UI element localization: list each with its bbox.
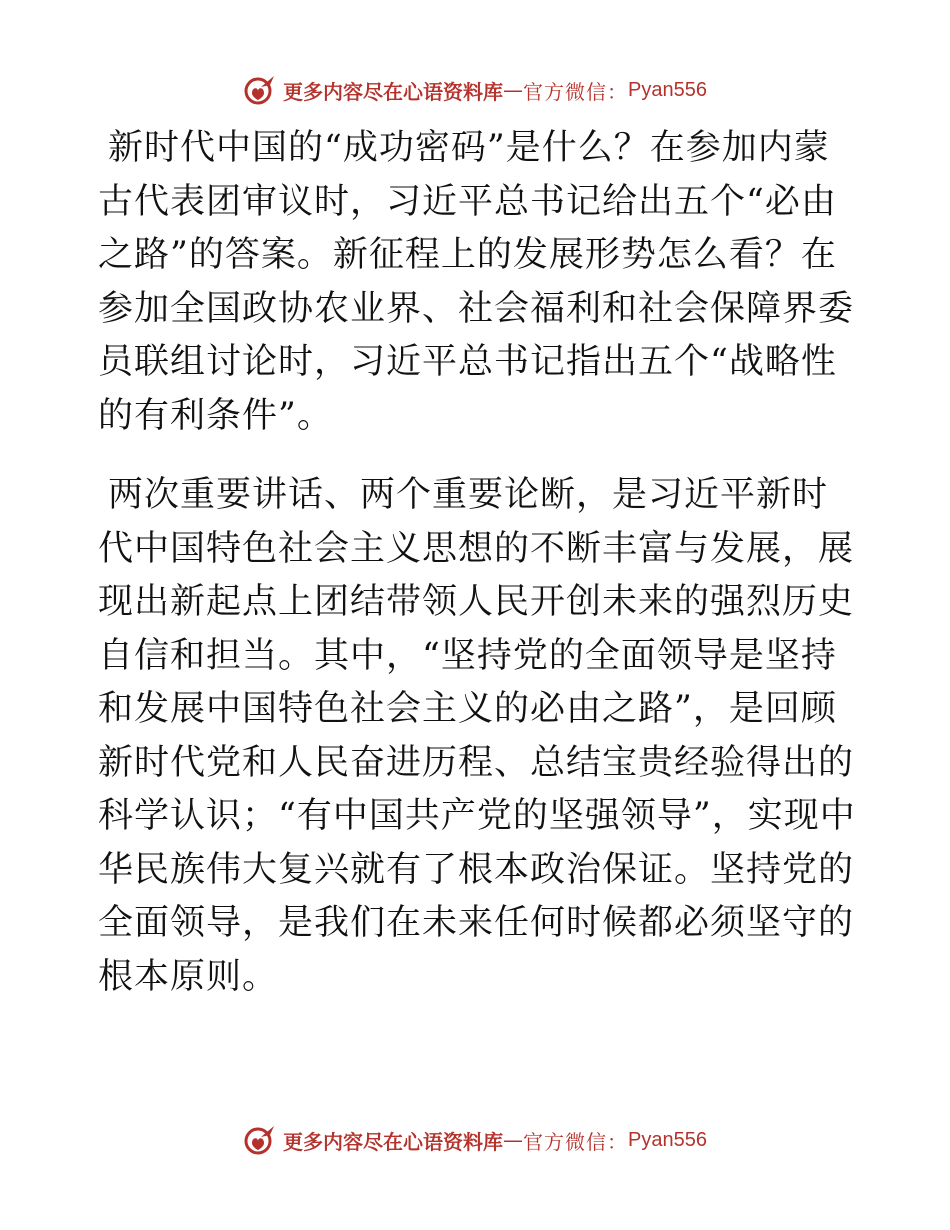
footer-dash: — (503, 1128, 524, 1152)
header-brand-text: 更多内容尽在心语资料库 (283, 79, 504, 104)
header-wechat-id: Pyan556 (628, 78, 707, 101)
document-body (98, 122, 858, 1004)
footer-banner (0, 1120, 950, 1160)
paragraph-2: 两次重要讲话、两个重要论断，是习近平新时代中国特色社会主义思想的不断丰富与发展，展现出新起点上团结带领人民开创未来的强烈历史自信和担当。其中，“坚持党的全面领导是坚持和发展中国特色社会主义的必由之路”，是回顾新时代党和人民奋进历程、总结宝贵经验得出的科学认识；“有中国共产党的坚强领导”，实现中华民族伟大复兴就有了根本政治保证。坚持党的全面领导，是我们在未来任何时候都必须坚守的根本原则。 (98, 475, 856, 997)
footer-wechat-id: Pyan556 (628, 1128, 707, 1151)
heart-quill-logo-icon (243, 73, 277, 107)
heart-quill-logo-icon (243, 1123, 277, 1157)
header-dash: — (503, 78, 524, 102)
header-banner (0, 70, 950, 110)
footer-brand-text: 更多内容尽在心语资料库 (283, 1129, 504, 1154)
header-official-label: 官方微信： (523, 79, 629, 104)
paragraph-1: 新时代中国的“成功密码”是什么？在参加内蒙古代表团审议时，习近平总书记给出五个“必由之路”的答案。新征程上的发展形势怎么看？在参加全国政协农业界、社会福利和社会保障界委员联组讨论时，习近平总书记指出五个“战略性的有利条件”。 (98, 128, 855, 436)
footer-official-label: 官方微信： (523, 1129, 629, 1154)
